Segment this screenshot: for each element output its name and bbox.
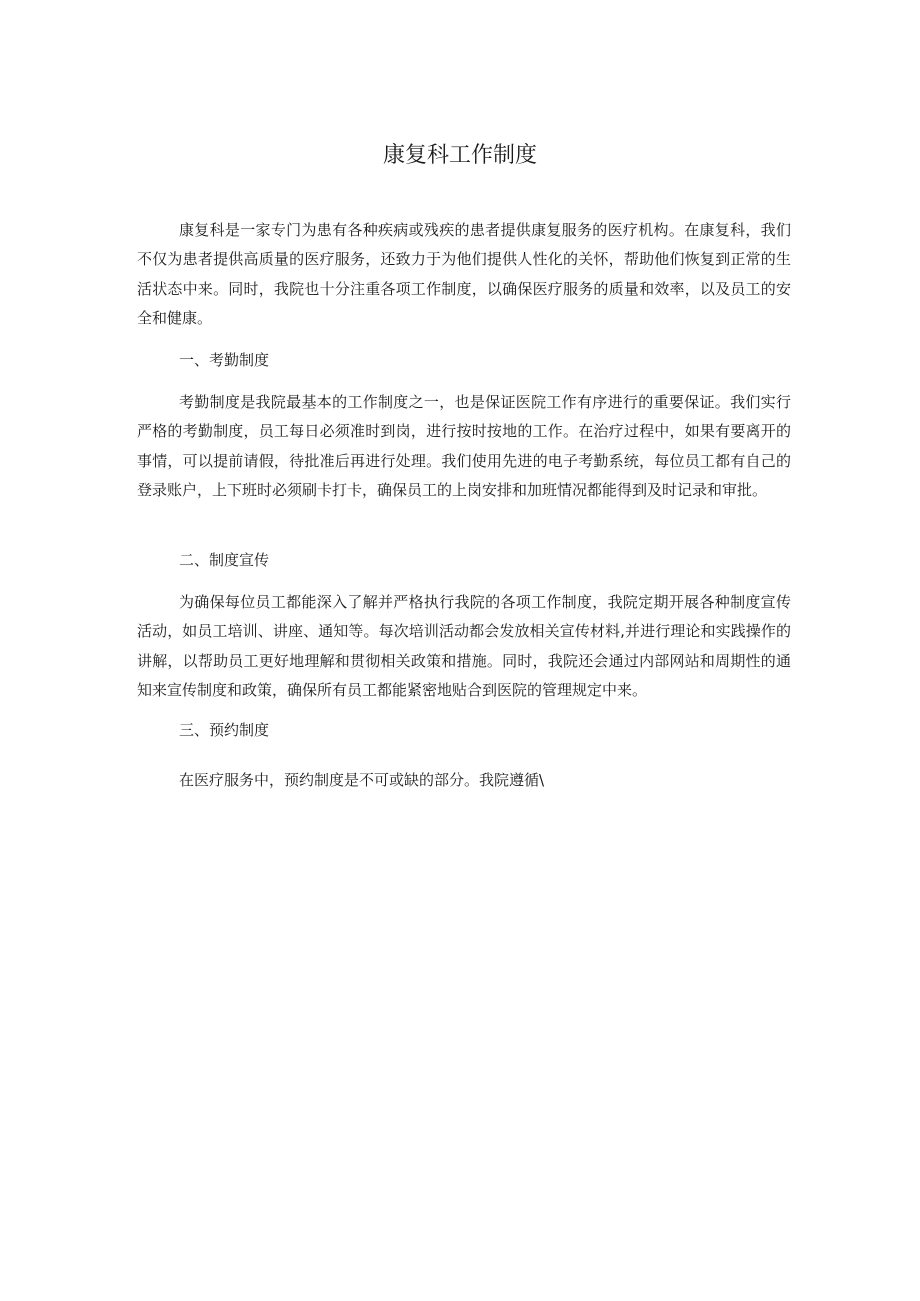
section-body-appointment: 在医疗服务中，预约制度是不可或缺的部分。我院遵循\ bbox=[179, 771, 545, 789]
section-heading-publicity: 二、制度宣传 bbox=[179, 551, 270, 569]
section-body-attendance: 考勤制度是我院最基本的工作制度之一，也是保证医院工作有序进行的重要保证。我们实行严格的考勤制度，员工每日必须准时到岗，进行按时按地的工作。在治疗过程中，如果有要离开的事情，可以提前请假，待批准后再进行处理。我们使用先进的电子考勤系统，每位员工都有自己的登录账户，上下班时必须刷卡打卡，确保员工的上岗安排和加班情况都能得到及时记录和审批。 bbox=[137, 393, 791, 500]
section-heading-appointment: 三、预约制度 bbox=[179, 721, 270, 739]
section-body-publicity: 为确保每位员工都能深入了解并严格执行我院的各项工作制度，我院定期开展各种制度宣传活动，如员工培训、讲座、通知等。每次培训活动都会发放相关宣传材料,并进行理论和实践操作的讲解，以帮助员工更好地理解和贯彻相关政策和措施。同时，我院还会通过内部网站和周期性的通知来宣传制度和政策，确保所有员工都能紧密地贴合到医院的管理规定中来。 bbox=[137, 593, 791, 700]
intro-paragraph: 康复科是一家专门为患有各种疾病或残疾的患者提供康复服务的医疗机构。在康复科，我们不仅为患者提供高质量的医疗服务，还致力于为他们提供人性化的关怀，帮助他们恢复到正常的生活状态中来。同时，我院也十分注重各项工作制度，以确保医疗服务的质量和效率，以及员工的安全和健康。 bbox=[137, 221, 791, 328]
document-title: 康复科工作制度 bbox=[382, 143, 537, 168]
section-heading-attendance: 一、考勤制度 bbox=[179, 351, 270, 369]
